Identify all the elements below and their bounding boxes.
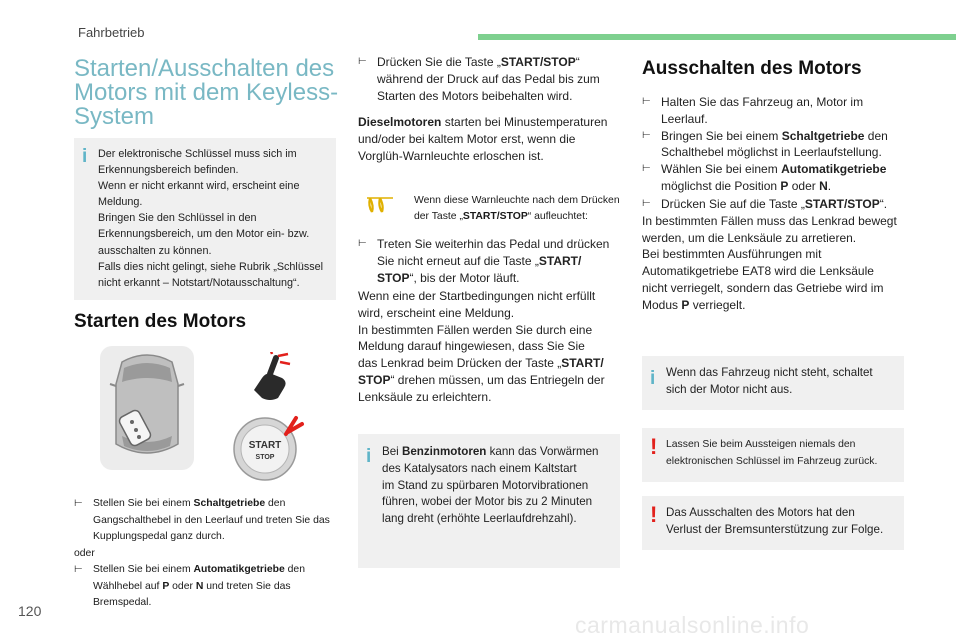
- hand-press-icon: [248, 352, 294, 402]
- benzin-info-box: [358, 434, 620, 568]
- info-icon: i: [650, 368, 656, 389]
- step-marker: ⊢: [74, 564, 83, 575]
- start-stop-button-illustration: [228, 412, 306, 482]
- step-halt: ⊢ Halten Sie das Fahrzeug an, Motor im Leerlauf.: [642, 95, 864, 126]
- starten-heading: Starten des Motors: [74, 311, 247, 332]
- step-marker: ⊢: [642, 129, 651, 141]
- step-schaltgetriebe: ⊢ Bringen Sie bei einem Schaltgetriebe den Schalthebel möglichst in Leerlaufstellung.: [642, 128, 888, 160]
- intro-info-box: [74, 138, 336, 300]
- ausschalten-steps: [642, 94, 910, 195]
- ausschalten-heading: Ausschalten des Motors: [642, 58, 862, 79]
- conditions-paragraph: Wenn eine der Startbedingungen nicht erfüllt wird, erscheint eine Meldung. In bestimmten Fällen werden Sie durch eine Meldung darauf hingewiesen, dass Sie Sie das Lenkrad beim Drücken der Taste „START/ STOP“ drehen müssen, um das Entriegeln der Lenksäule zu erleichtern.: [358, 289, 605, 404]
- step-marker: ⊢: [74, 498, 83, 509]
- info-icon: i: [366, 446, 372, 467]
- step-marker: ⊢: [642, 96, 651, 107]
- step-automatic: ⊢ Stellen Sie bei einem Automatikgetriebe den Wählhebel auf P oder N und treten Sie das Bremspedal.: [74, 562, 342, 612]
- intro-info-text: Der elektronische Schlüssel muss sich im Erkennungsbereich befinden. Wenn er nicht erkannt wird, erscheint eine Meldung. Bringen Sie den Schlüssel in den Erkennungsbereich, um den Motor ein- bzw. ausschalten zu können. Falls dies nicht gelingt, siehe Rubrik „Schlüssel nicht erkannt – Notstart/Notausschaltung“.: [98, 148, 324, 289]
- step-marker: ⊢: [358, 238, 367, 249]
- section-accent-bar: [478, 34, 956, 40]
- watermark: carmanualsonline.info: [575, 612, 810, 638]
- glow-plug-note: Wenn diese Warnleuchte nach dem Drücken der Taste „START/STOP“ aufleuchtet:: [414, 195, 620, 222]
- press-start-step: ⊢ Drücken Sie die Taste „START/STOP“ während der Druck auf das Pedal bis zum Starten des Motors beibehalten wird.: [358, 55, 600, 103]
- step-marker: ⊢: [642, 198, 651, 209]
- moving-vehicle-info-box: [642, 356, 904, 410]
- step-marker: ⊢: [358, 56, 367, 67]
- start-label: START: [248, 440, 282, 451]
- starten-steps: [74, 496, 342, 612]
- car-key-illustration: [98, 344, 196, 472]
- oder-label: oder: [74, 547, 95, 559]
- info-icon: i: [82, 146, 88, 167]
- stop-label: STOP: [255, 454, 275, 461]
- step-marker: ⊢: [642, 163, 651, 175]
- glow-plug-warning-icon: [366, 196, 394, 214]
- section-label: Fahrbetrieb: [78, 25, 145, 40]
- ausschalten-press: ⊢ Drücken Sie auf die Taste „START/STOP“. In bestimmten Fällen muss das Lenkrad bewegt werden, um die Lenksäule zu arretieren. Bei bestimmten Ausführungen mit Automatikgetriebe EAT8 wird die Lenksäule nicht verriegelt, sondern das Getriebe wird im Modus P verriegelt.: [642, 197, 897, 312]
- benzin-info-text: Bei Benzinmotoren kann das Vorwärmen des Katalysators nach einem Kaltstart im Stand zu spürbaren Motorvibrationen führen, wobei der Motor bis zu 2 Minuten lang dreht (erhöhte Leerlaufdrehzahl).: [382, 445, 599, 526]
- step-automatikgetriebe: ⊢ Wählen Sie bei einem Automatikgetriebe möglichst die Position P oder N.: [642, 162, 887, 193]
- tret-step: ⊢ Treten Sie weiterhin das Pedal und drücken Sie nicht erneut auf die Taste „START/ STOP“, bis der Motor läuft.: [358, 237, 610, 285]
- moving-vehicle-info-text: Wenn das Fahrzeug nicht steht, schaltet sich der Motor nicht aus.: [666, 366, 873, 396]
- key-warning-box: [642, 428, 904, 482]
- key-warning-text: Lassen Sie beim Aussteigen niemals den elektronischen Schlüssel im Fahrzeug zurück.: [666, 439, 878, 467]
- warning-icon: !: [650, 502, 658, 527]
- warning-icon: !: [650, 434, 658, 459]
- step-manual: ⊢ Stellen Sie bei einem Schaltgetriebe den Gangschalthebel in den Leerlauf und treten Sie das Kupplungspedal ganz durch.: [74, 496, 342, 546]
- brake-warning-text: Das Ausschalten des Motors hat den Verlust der Bremsunterstützung zur Folge.: [666, 506, 884, 536]
- page-title: Starten/Ausschalten des Motors mit dem Keyless-System: [74, 55, 339, 130]
- page-number: 120: [18, 603, 42, 619]
- diesel-paragraph: Dieselmotoren starten bei Minustemperaturen und/oder bei kaltem Motor erst, wenn die Vorglüh-Warnleuchte erloschen ist.: [358, 115, 608, 163]
- brake-warning-box: [642, 496, 904, 550]
